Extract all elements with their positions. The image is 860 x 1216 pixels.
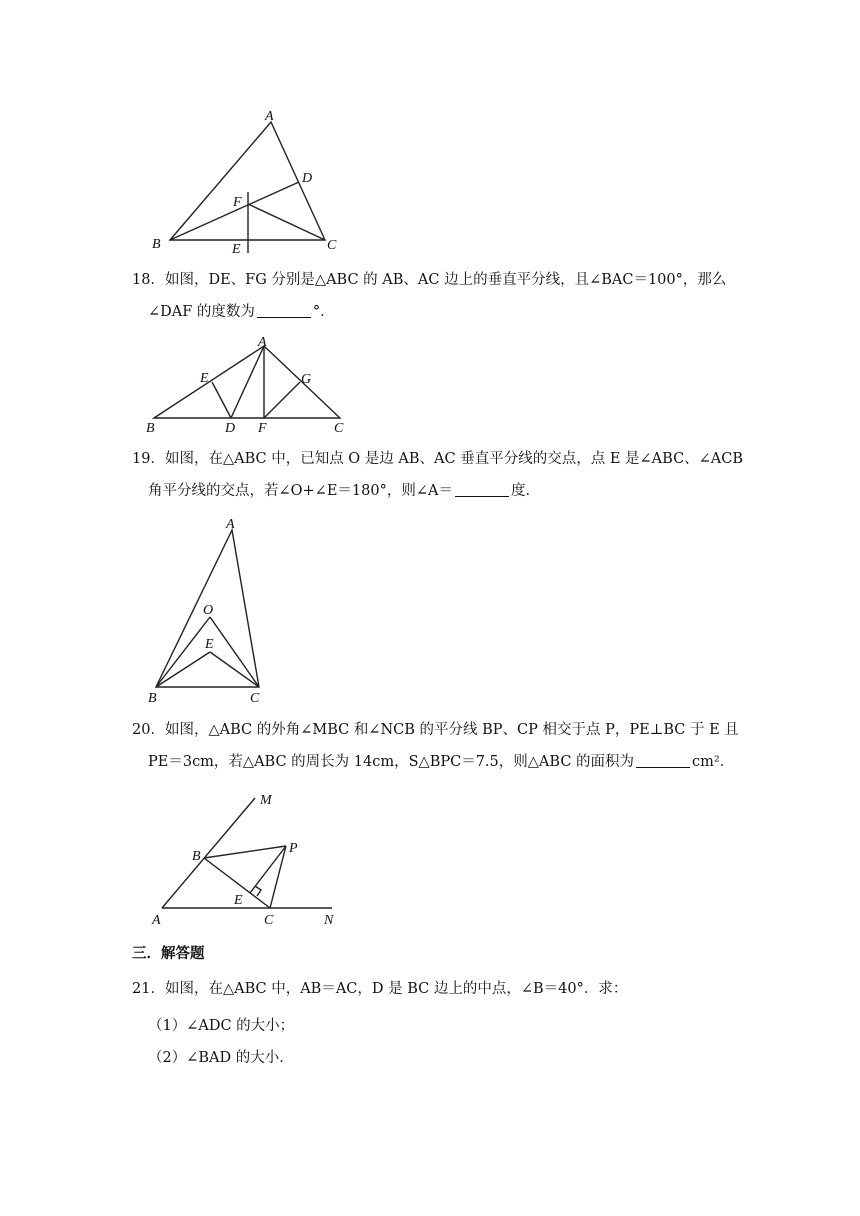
figure-q18 [140,332,370,438]
segment-oc [210,617,259,687]
label-a: A [226,517,235,532]
segment-bd [170,182,299,240]
label-a: A [265,109,274,124]
label-b: B [152,237,161,252]
label-d: D [225,421,236,436]
q19-line2-pre: 角平分线的交点，若∠O+∠E＝180°，则∠A＝ [148,483,453,499]
q21-part2: （2）∠BAD 的大小． [148,1050,294,1066]
q18-line2-post: °． [312,304,335,320]
label-b: B [146,421,155,436]
segment-gf [264,382,300,418]
q19-line1: 19．如图，在△ABC 中，已知点 O 是边 AB、AC 垂直平分线的交点，点 E 是∠ABC、∠ACB [132,451,744,467]
q18-line2-pre: ∠DAF 的度数为 [148,304,255,320]
label-c: C [264,913,274,928]
question-19 [132,443,742,507]
label-n: N [324,913,334,928]
label-m: M [260,793,272,808]
label-a: A [258,335,267,350]
q19-line2-post: 度． [510,483,540,499]
answer-blank-q18[interactable] [257,303,311,318]
figure-q19 [140,512,280,707]
question-18 [132,264,742,328]
q21-part1: （1）∠ADC 的大小； [148,1018,295,1034]
label-o: O [203,603,214,618]
label-b: B [148,691,157,706]
label-e: E [232,242,241,257]
label-g: G [301,372,312,387]
label-f: F [233,195,242,210]
q19-line2 [132,475,742,507]
q18-line1: 18．如图，DE、FG 分别是△ABC 的 AB、AC 边上的垂直平分线，且∠BAC＝100°，那么 [132,272,727,288]
label-c: C [327,238,337,253]
segment-fc [248,204,325,240]
segment-ed [212,382,231,418]
label-c: C [334,421,344,436]
question-20 [132,714,742,778]
label-d: D [302,171,313,186]
q20-line2 [132,746,742,778]
section-title-3: 三．解答题 [132,946,205,962]
q21-line1: 21．如图，在△ABC 中，AB＝AC，D 是 BC 边上的中点，∠B＝40°．求： [132,981,628,997]
question-21 [132,973,742,1005]
label-e: E [234,893,243,908]
q20-line1: 20．如图，△ABC 的外角∠MBC 和∠NCB 的平分线 BP、CP 相交于点 P，PE⊥BC 于 E 且 [132,722,739,738]
answer-blank-q20[interactable] [636,753,690,768]
figure-q20 [140,786,360,931]
right-angle-mark [255,886,261,896]
q20-line2-post: cm²． [692,754,735,770]
segment-ec [210,652,259,687]
label-c: C [250,691,260,706]
segment-bp [204,846,286,858]
q20-line2-pre: PE＝3cm，若△ABC 的周长为 14cm，S△BPC＝7.5，则△ABC 的面积为 [148,754,635,770]
label-b: B [192,849,201,864]
answer-blank-q19[interactable] [455,482,509,497]
label-e: E [205,637,214,652]
label-a: A [152,913,161,928]
figure-q17 [140,100,360,260]
q18-line2 [132,296,742,328]
label-e: E [200,371,209,386]
segment-bo [156,617,210,687]
label-f: F [258,421,267,436]
label-p: P [289,841,298,856]
